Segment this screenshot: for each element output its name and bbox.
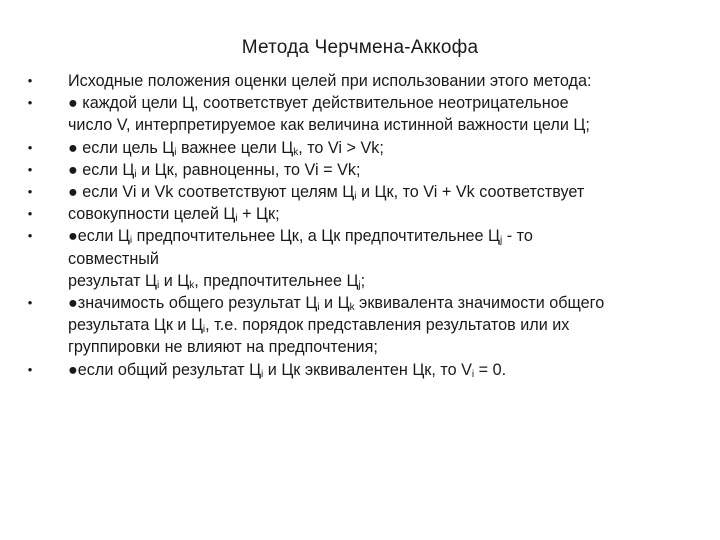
bullet-item — [24, 137, 694, 159]
subscript: k — [189, 279, 195, 291]
bullet-marker: • — [27, 139, 33, 155]
bullet-text: ●значимость общего результат $Ц_i$ и $Ц_k$ эквивалента значимости общего результата Цк и $Ц_i$, т.е. порядок представления результатов или их группировки не влияют на предпочтения; — [68, 294, 605, 357]
bullet-text: Исходные положения оценки целей при использовании этого метода: — [68, 72, 592, 90]
bullet-marker: • — [27, 206, 33, 222]
bullet-marker: • — [27, 295, 33, 311]
bullet-marker: • — [27, 161, 33, 177]
bullet-item — [24, 225, 694, 292]
bullet-item — [24, 203, 694, 225]
subscript: i — [157, 279, 160, 291]
bullet-text: ●если общий результат $Ц_i$ и Цк эквивалентен Цк, то $V_i = 0$. — [68, 360, 507, 380]
subscript: i — [202, 324, 206, 336]
subscript: j — [358, 279, 361, 291]
bullet-text: ● если цель $Ц_i$ важнее цели $Ц_k$, то Vi > Vk; — [68, 138, 384, 158]
bullet-marker: • — [27, 184, 33, 200]
bullet-item — [24, 92, 694, 136]
bullet-marker: • — [27, 95, 33, 111]
bullet-text: ● если $Ц_i$ и Цк, равноценны, то Vi = Vk; — [68, 160, 361, 180]
slide-title: Метода Черчмена-Аккофа — [241, 37, 479, 58]
bullet-text: ● если Vi и Vk соответствуют целям $Ц_i$ и Цк, то Vi + Vk соответствует — [68, 183, 585, 203]
bullet-item — [24, 181, 694, 203]
subscript: i — [317, 302, 320, 314]
bullet-item — [24, 159, 694, 181]
bullet-marker: • — [27, 361, 33, 377]
subscript: j — [500, 235, 503, 247]
subscript: i — [261, 368, 264, 380]
subscript: k — [293, 146, 299, 158]
subscript: i — [174, 146, 177, 158]
subscript: i — [235, 213, 238, 225]
subscript: i — [354, 191, 357, 203]
bullet-text: ● каждой цели Ц, соответствует действительное неотрицательное число V, интерпретируемое как величина истинной важности цели Ц; — [68, 94, 590, 135]
bullet-marker: • — [27, 228, 33, 244]
subscript: i — [129, 235, 133, 247]
bullet-list — [24, 70, 694, 381]
bullet-text: совокупности целей $Ц_i$ + Цк; — [68, 205, 280, 225]
bullet-item — [24, 359, 694, 381]
bullet-item — [24, 70, 694, 92]
bullet-text: ●если $Ц_i$ предпочтительнее Цк, а Цк предпочтительнее $Ц_j$ - то совместный результат $Ц_i$ и $Ц_k$, предпочтительнее $Ц_j$; — [68, 227, 533, 291]
subscript: i — [471, 368, 475, 380]
bullet-item — [24, 292, 694, 359]
subscript: k — [349, 302, 355, 314]
subscript: i — [134, 168, 137, 180]
bullet-marker: • — [27, 73, 33, 88]
